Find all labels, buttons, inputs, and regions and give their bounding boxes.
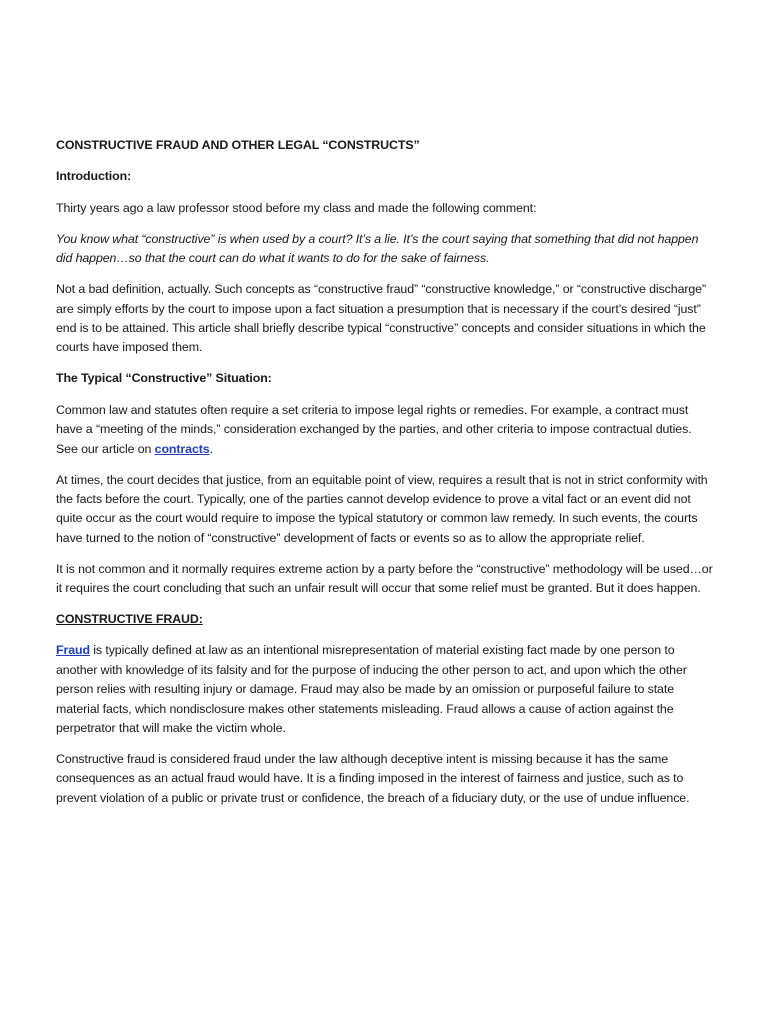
common-law-text: Common law and statutes often require a set criteria to impose legal rights or remedies. For example, a contract must have a “meeting of the minds,” consideration exchanged by the parties, and other criteria to impose contractual duties. See our article on bbox=[56, 402, 692, 456]
professor-quote: You know what “constructive” is when used by a court? It’s a lie. It’s the court saying that something that did not happen did happen…so that the court can do what it wants to do for the sake of fairness. bbox=[56, 231, 699, 266]
common-law-period: . bbox=[209, 441, 213, 456]
at-times-paragraph: At times, the court decides that justice, from an equitable point of view, requires a result that is not in strict conformity with the facts before the court. Typically, one of the parties cannot develop evidence to prove a vital fact or an event did not quite occur as the court would require to impose the typical statutory or common law remedy. In such events, the courts have turned to the notion of “constructive” development of facts or events so as to allow the appropriate relief. bbox=[56, 472, 708, 545]
document-page bbox=[56, 136, 716, 820]
constructive-fraud-heading: CONSTRUCTIVE FRAUD: bbox=[56, 612, 203, 627]
constructive-fraud-paragraph: Constructive fraud is considered fraud under the law although deceptive intent is missing because it has the same consequences as an actual fraud would have. It is a finding imposed in the interest of fairness and justice, such as to prevent violation of a public or private trust or confidence, the breach of a fiduciary duty, or the use of undue influence. bbox=[56, 751, 690, 805]
fraud-definition-text: is typically defined at law as an intentional misrepresentation of material existing fact made by one person to another with knowledge of its falsity and for the purpose of inducing the other person to act, and upon which the other person relies with resulting injury or damage. Fraud may also be made by an omission or purposeful failure to state material facts, which nondisclosure makes other statements misleading. Fraud allows a cause of action against the perpetrator that will make the victim whole. bbox=[56, 643, 687, 735]
definition-paragraph: Not a bad definition, actually. Such concepts as “constructive fraud” “constructive knowledge,” or “constructive discharge” are simply efforts by the court to impose upon a fact situation a presumption that is necessary if the court’s desired “just” end is to be attained. This article shall briefly describe typical “constructive” concepts and consider situations in which the courts have imposed them. bbox=[56, 282, 706, 355]
fraud-definition-paragraph bbox=[56, 641, 716, 738]
intro-sentence: Thirty years ago a law professor stood before my class and made the following comment: bbox=[56, 200, 537, 215]
document-title: CONSTRUCTIVE FRAUD AND OTHER LEGAL “CONSTRUCTS” bbox=[56, 138, 420, 152]
fraud-link[interactable]: Fraud bbox=[56, 643, 90, 658]
intro-heading: Introduction: bbox=[56, 169, 132, 184]
contracts-link[interactable]: contracts bbox=[154, 441, 210, 456]
typical-situation-heading: The Typical “Constructive” Situation: bbox=[56, 371, 272, 386]
common-law-paragraph bbox=[56, 401, 716, 459]
not-common-paragraph: It is not common and it normally requires extreme action by a party before the “constructive” methodology will be used…or it requires the court concluding that such an unfair result will occur that some relief must be granted. But it does happen. bbox=[56, 561, 713, 596]
